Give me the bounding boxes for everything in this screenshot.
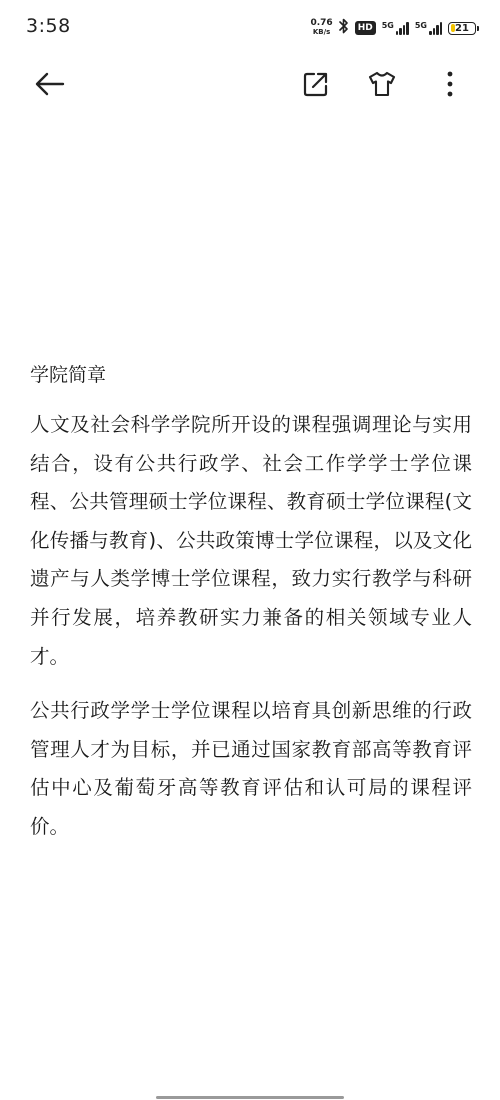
status-icons [310,17,476,39]
share-external-icon [302,70,330,98]
signal-1-label: 5G [381,20,394,30]
article-heading: 学院简章 [30,364,107,386]
more-options-button[interactable] [430,64,470,104]
article-paragraph: 人文及社会科学学院所开设的课程强调理论与实用结合，设有公共行政学、社会工作学学士学位课程、公共管理硕士学位课程、教育硕士学位课程(文化传播与教育)、公共政策博士学位课程，以及文化遗产与人类学博士学位课程，致力实行教学与科研并行发展，培养教研实力兼备的相关领域专业人才。 [30,413,472,668]
article-paragraph: 公共行政学学士学位课程以培育具创新思维的行政管理人才为目标，并已通过国家教育部高等教育评估中心及葡萄牙高等教育评估和认可局的课程评价。 [30,699,472,838]
back-button[interactable] [30,64,70,104]
arrow-left-icon [34,71,66,97]
status-time: 3:58 [26,15,71,37]
cellular-signal-2-icon [415,22,442,35]
battery-level: 21 [455,22,469,34]
theme-button[interactable] [362,64,402,104]
hd-badge: HD [355,21,376,35]
bluetooth-icon [339,18,349,38]
signal-2-label: 5G [414,20,427,30]
share-button[interactable] [296,64,336,104]
network-speed [310,19,332,37]
home-indicator[interactable] [156,1096,344,1099]
cellular-signal-1-icon [382,22,409,35]
article-content [30,358,472,863]
more-vertical-icon [446,70,454,98]
network-speed-unit: KB/s [312,28,331,36]
tshirt-icon [367,70,397,98]
network-speed-value: 0.76 [310,18,333,28]
status-bar [0,0,500,56]
battery-icon [448,22,476,35]
top-toolbar [0,58,500,110]
